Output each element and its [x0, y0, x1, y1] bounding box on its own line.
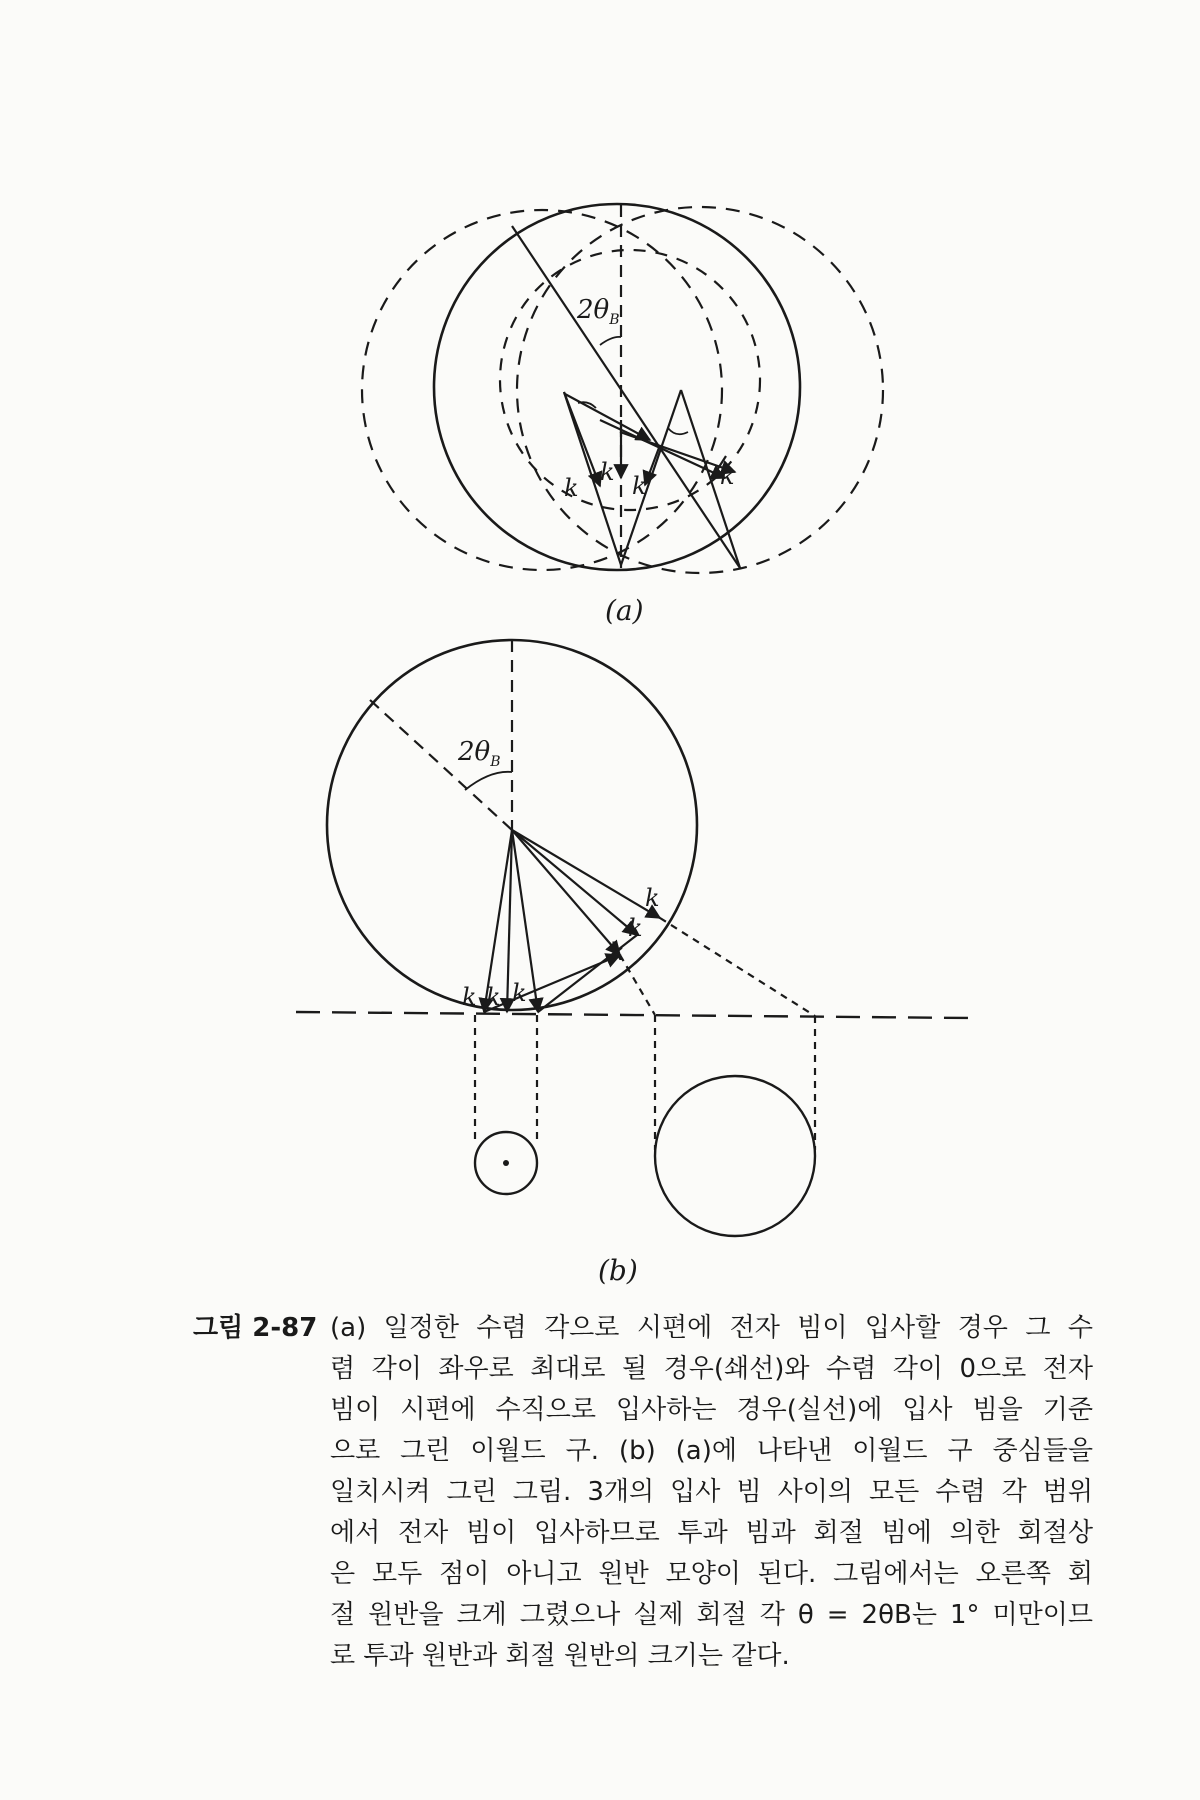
vector-k-right-cone [645, 445, 660, 485]
caption-line: 으로 그린 이월드 구. (b) (a)에 나타낸 이월드 구 중심들을 [330, 1436, 1093, 1466]
vector-b-5 [512, 830, 637, 935]
ewald-sphere-solid [434, 204, 800, 570]
cone-arc-right [668, 428, 688, 434]
caption-line: 로 투과 원반과 회절 원반의 크기는 같다. [330, 1641, 790, 1671]
diffracted-disc [655, 1076, 815, 1236]
vector-label-k-3: k [632, 472, 647, 500]
diffracted-vector-2 [600, 420, 725, 478]
vector-label-k-2: k [600, 458, 615, 486]
incident-beam-right [621, 390, 681, 565]
caption-line: 에서 전자 빔이 입사하므로 투과 빔과 회절 빔에 의한 회절상 [330, 1518, 1093, 1548]
vector-label-b-right-3: k [645, 884, 660, 912]
vector-label-b-bottom-1: k [462, 983, 477, 1011]
panel-label-a: (a) [605, 594, 644, 627]
caption-line: 은 모두 점이 아니고 원반 모양이 된다. 그림에서는 오른쪽 회 [330, 1559, 1093, 1589]
figure-b-labels [457, 737, 660, 1287]
projection-right-lower [620, 955, 655, 1015]
vector-label-b-bottom-3: k [512, 979, 527, 1007]
caption-line: 빔이 시편에 수직으로 입사하는 경우(실선)에 입사 빔을 기준 [330, 1395, 1093, 1425]
vector-b-6 [512, 830, 660, 918]
vector-label-k-1: k [564, 474, 579, 502]
angle-arc-a [600, 337, 621, 345]
ewald-sphere-right-dashed [517, 207, 883, 573]
panel-label-b: (b) [598, 1254, 638, 1287]
caption-label: 그림 2-87 [193, 1313, 318, 1343]
caption-line: 절 원반을 크게 그렸으나 실제 회절 각 θ = 2θB는 1° 미만이므 [330, 1600, 1093, 1630]
transmitted-disc-center-dot [503, 1160, 509, 1166]
diffracted-vector-3 [620, 432, 735, 472]
caption-line: 렴 각이 좌우로 최대로 될 경우(쇄선)와 수렴 각이 0으로 전자 [330, 1354, 1093, 1384]
angle-label-a: $2\theta_B$ [577, 295, 620, 328]
vector-label-b-right-1: k [610, 938, 625, 966]
vector-label-k-4: k [720, 462, 735, 490]
figure-a [362, 204, 883, 573]
projection-right-upper [660, 918, 815, 1016]
diffraction-line-a [512, 226, 740, 568]
angle-arc-b [465, 772, 512, 790]
angle-label-b: $2\theta_B$ [458, 737, 501, 770]
caption-body [330, 1308, 1093, 1677]
caption-line: 일치시켜 그린 그림. 3개의 입사 빔 사이의 모든 수렴 각 범위 [330, 1477, 1093, 1507]
detector-plane [296, 1012, 970, 1018]
ewald-sphere-left-dashed [362, 210, 722, 570]
vector-label-b-bottom-2: k [486, 983, 501, 1011]
vector-label-b-right-2: k [628, 914, 643, 942]
caption-line: (a) 일정한 수렴 각으로 시편에 전자 빔이 입사할 경우 그 수 [330, 1313, 1093, 1343]
